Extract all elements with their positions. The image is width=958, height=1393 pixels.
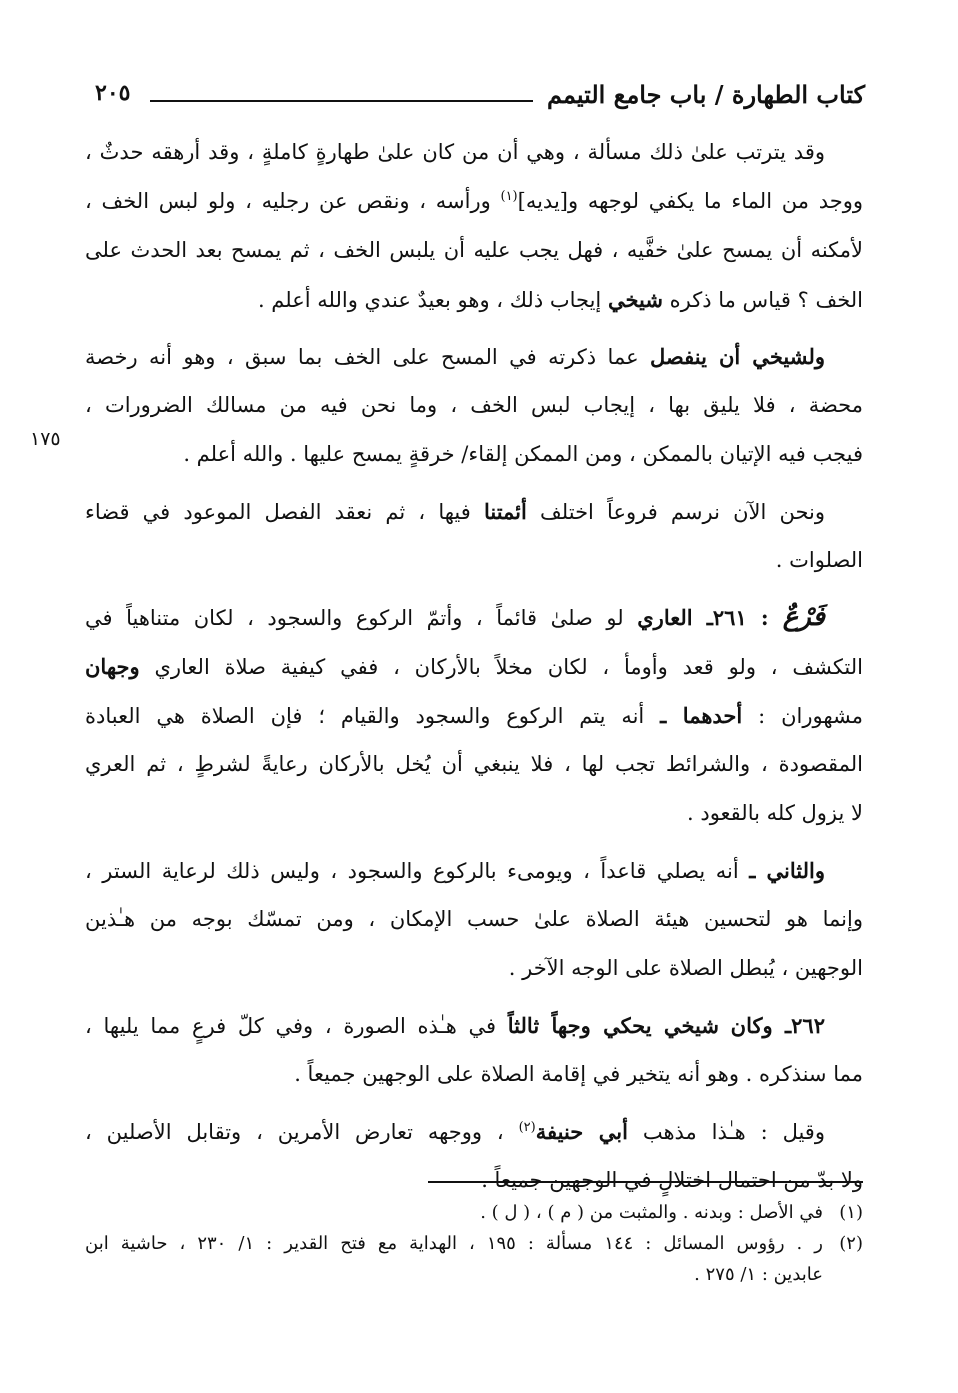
bold-term: وجهان [85,654,140,679]
text-line [85,691,863,740]
bold-term: والثاني ـ [749,858,825,883]
bold-term: أئمتنا [483,499,527,524]
footnote-2 [85,1228,863,1290]
text-line [85,846,863,895]
section-marker-far: فَرْعٌ [782,602,825,632]
paragraph-4 [85,593,863,838]
text-line: فيجب فيه الإتيان بالممكن ، ومن الممكن إلقاء/ خرقةٍ يمسح عليها . والله أعلم . [183,442,863,466]
paragraph-7 [85,1107,863,1205]
paragraph-5 [85,846,863,993]
paragraph-6 [85,1001,863,1099]
text-line [85,1107,863,1156]
line-segment: وقيل : هـٰذا مذهب [642,1120,825,1144]
paragraph-1 [85,128,863,324]
page-number: ٢٠٥ [95,80,131,106]
line-segment: ، ووجهه تعارض الأمرين ، وتقابل الأصلين ، [85,1120,504,1144]
text-line [85,642,863,691]
margin-page-ref: ١٧٥ [30,428,61,450]
paragraph-3 [85,487,863,585]
footnote-marker-1[interactable]: (١) [500,189,518,204]
footnote-line [85,1228,863,1259]
text-line: وقد يترتب علىٰ ذلك مسألة ، وهي أن من كان علىٰ طهارةٍ كاملةٍ ، وقد أرهقه حدثٌ ، [85,140,825,164]
bold-term: أحدهما ـ [660,703,743,728]
bold-term: شيخي يحكي وجهاً ثالثاً [507,1013,719,1038]
text-line: محضة ، فلا يليق بها ، إيجاب لبس الخف ، وما نحن فيه من مسالك الضرورات ، [85,393,863,417]
bold-term: : ٢٦١ـ العاري [637,605,769,630]
text-line: وإنما هو لتحسين هيئة الصلاة علىٰ حسب الإمكان ، ومن تمسّك بوجه من هـٰذين [85,907,863,931]
running-title: كتاب الطهارة / باب جامع التيمم [547,80,865,109]
text-line: الوجهين ، يُبطل الصلاة على الوجه الآخر . [508,956,863,980]
footnote-marker-2[interactable]: (٢) [518,1120,536,1135]
bold-term: ٢٦٢ـ وكان [730,1013,825,1038]
bold-term: ولشيخي أن ينفصل [650,344,825,369]
line-segment: عما ذكرته في المسح على الخف بما سبق ، وهو أنه رخصة [85,345,639,369]
text-line [85,332,863,381]
text-line [85,275,863,324]
bold-term: أبي حنيفة [535,1119,628,1144]
footnote-number: (١) [839,1202,863,1223]
text-line [85,487,863,536]
line-segment: التكشف ، ولو قعد وأومأ ، لكان مخلاً بالأركان ، ففي كيفية صلاة العاري [154,655,863,679]
paragraph-2 [85,332,863,479]
text-line: لا يزول كله بالقعود . [687,801,863,825]
footnote-text: ر . رؤوس المسائل : ١٤٤ مسألة : ١٩٥ ، الهداية مع فتح القدير : ١/ ٢٣٠ ، حاشية ابن [85,1233,823,1254]
footnote-continuation: عابدين : ١/ ٢٧٥ . [694,1264,823,1285]
header-rule [150,100,533,102]
text-line: ولا بدّ من احتمال اختلالٍ في الوجهين جميعاً . [481,1168,863,1192]
main-text [85,128,863,1213]
text-line: مما سنذكره . وهو أنه يتخير في إقامة الصلاة على الوجهين جميعاً . [294,1062,863,1086]
line-segment: فيها ، ثم نعقد الفصل الموعود في قضاء [85,500,471,524]
text-line: الصلوات . [775,548,863,572]
running-header [95,76,865,116]
footnote-number: (٢) [839,1233,863,1254]
text-line [85,593,863,642]
line-segment: ونحن الآن نرسم فروعاً اختلف [540,500,825,524]
line-segment: أنه يتم الركوع والسجود والقيام ؛ فإن الصلاة هي العبادة [85,704,645,728]
line-segment: لو صلىٰ قائماً ، وأتمّ الركوع والسجود ، لكان متناهياً في [85,606,624,630]
line-segment: ووجد من الماء ما يكفي لوجهه و[يديه] [517,189,863,213]
text-line [85,177,863,226]
footnote-text: في الأصل : وبدنه . والمثبت من ( م ) ، ( ل ) . [480,1202,823,1223]
line-segment: ورأسه ، ونقص عن رجليه ، ولو لبس الخف ، [85,189,491,213]
line-segment: أنه يصلي قاعداً ، ويومىء بالركوع والسجود ، وليس ذلك لرعاية الستر ، [85,859,739,883]
line-segment: مشهوران : [758,704,863,728]
footnote-1 [85,1197,863,1228]
bold-term: شيخي [607,287,663,312]
text-line: المقصودة ، والشرائط تجب لها ، فلا ينبغي أن يُخل بالأركان رعايةً لشرطٍ ، ثم العري [85,752,863,776]
text-line [85,1001,863,1050]
footnote-separator [428,1181,863,1183]
line-segment: إيجاب ذلك ، وهو بعيدٌ عندي والله أعلم . [257,288,602,312]
line-segment: الخف ؟ قياس ما ذكره [669,288,863,312]
text-line: لأمكنه أن يمسح علىٰ خفَّيه ، فهل يجب عليه أن يلبس الخف ، ثم يمسح بعد الحدث على [85,238,863,262]
footnotes [85,1197,863,1290]
line-segment: في هـٰذه الصورة ، وفي كلّ فرعٍ مما يليها ، [85,1014,497,1038]
